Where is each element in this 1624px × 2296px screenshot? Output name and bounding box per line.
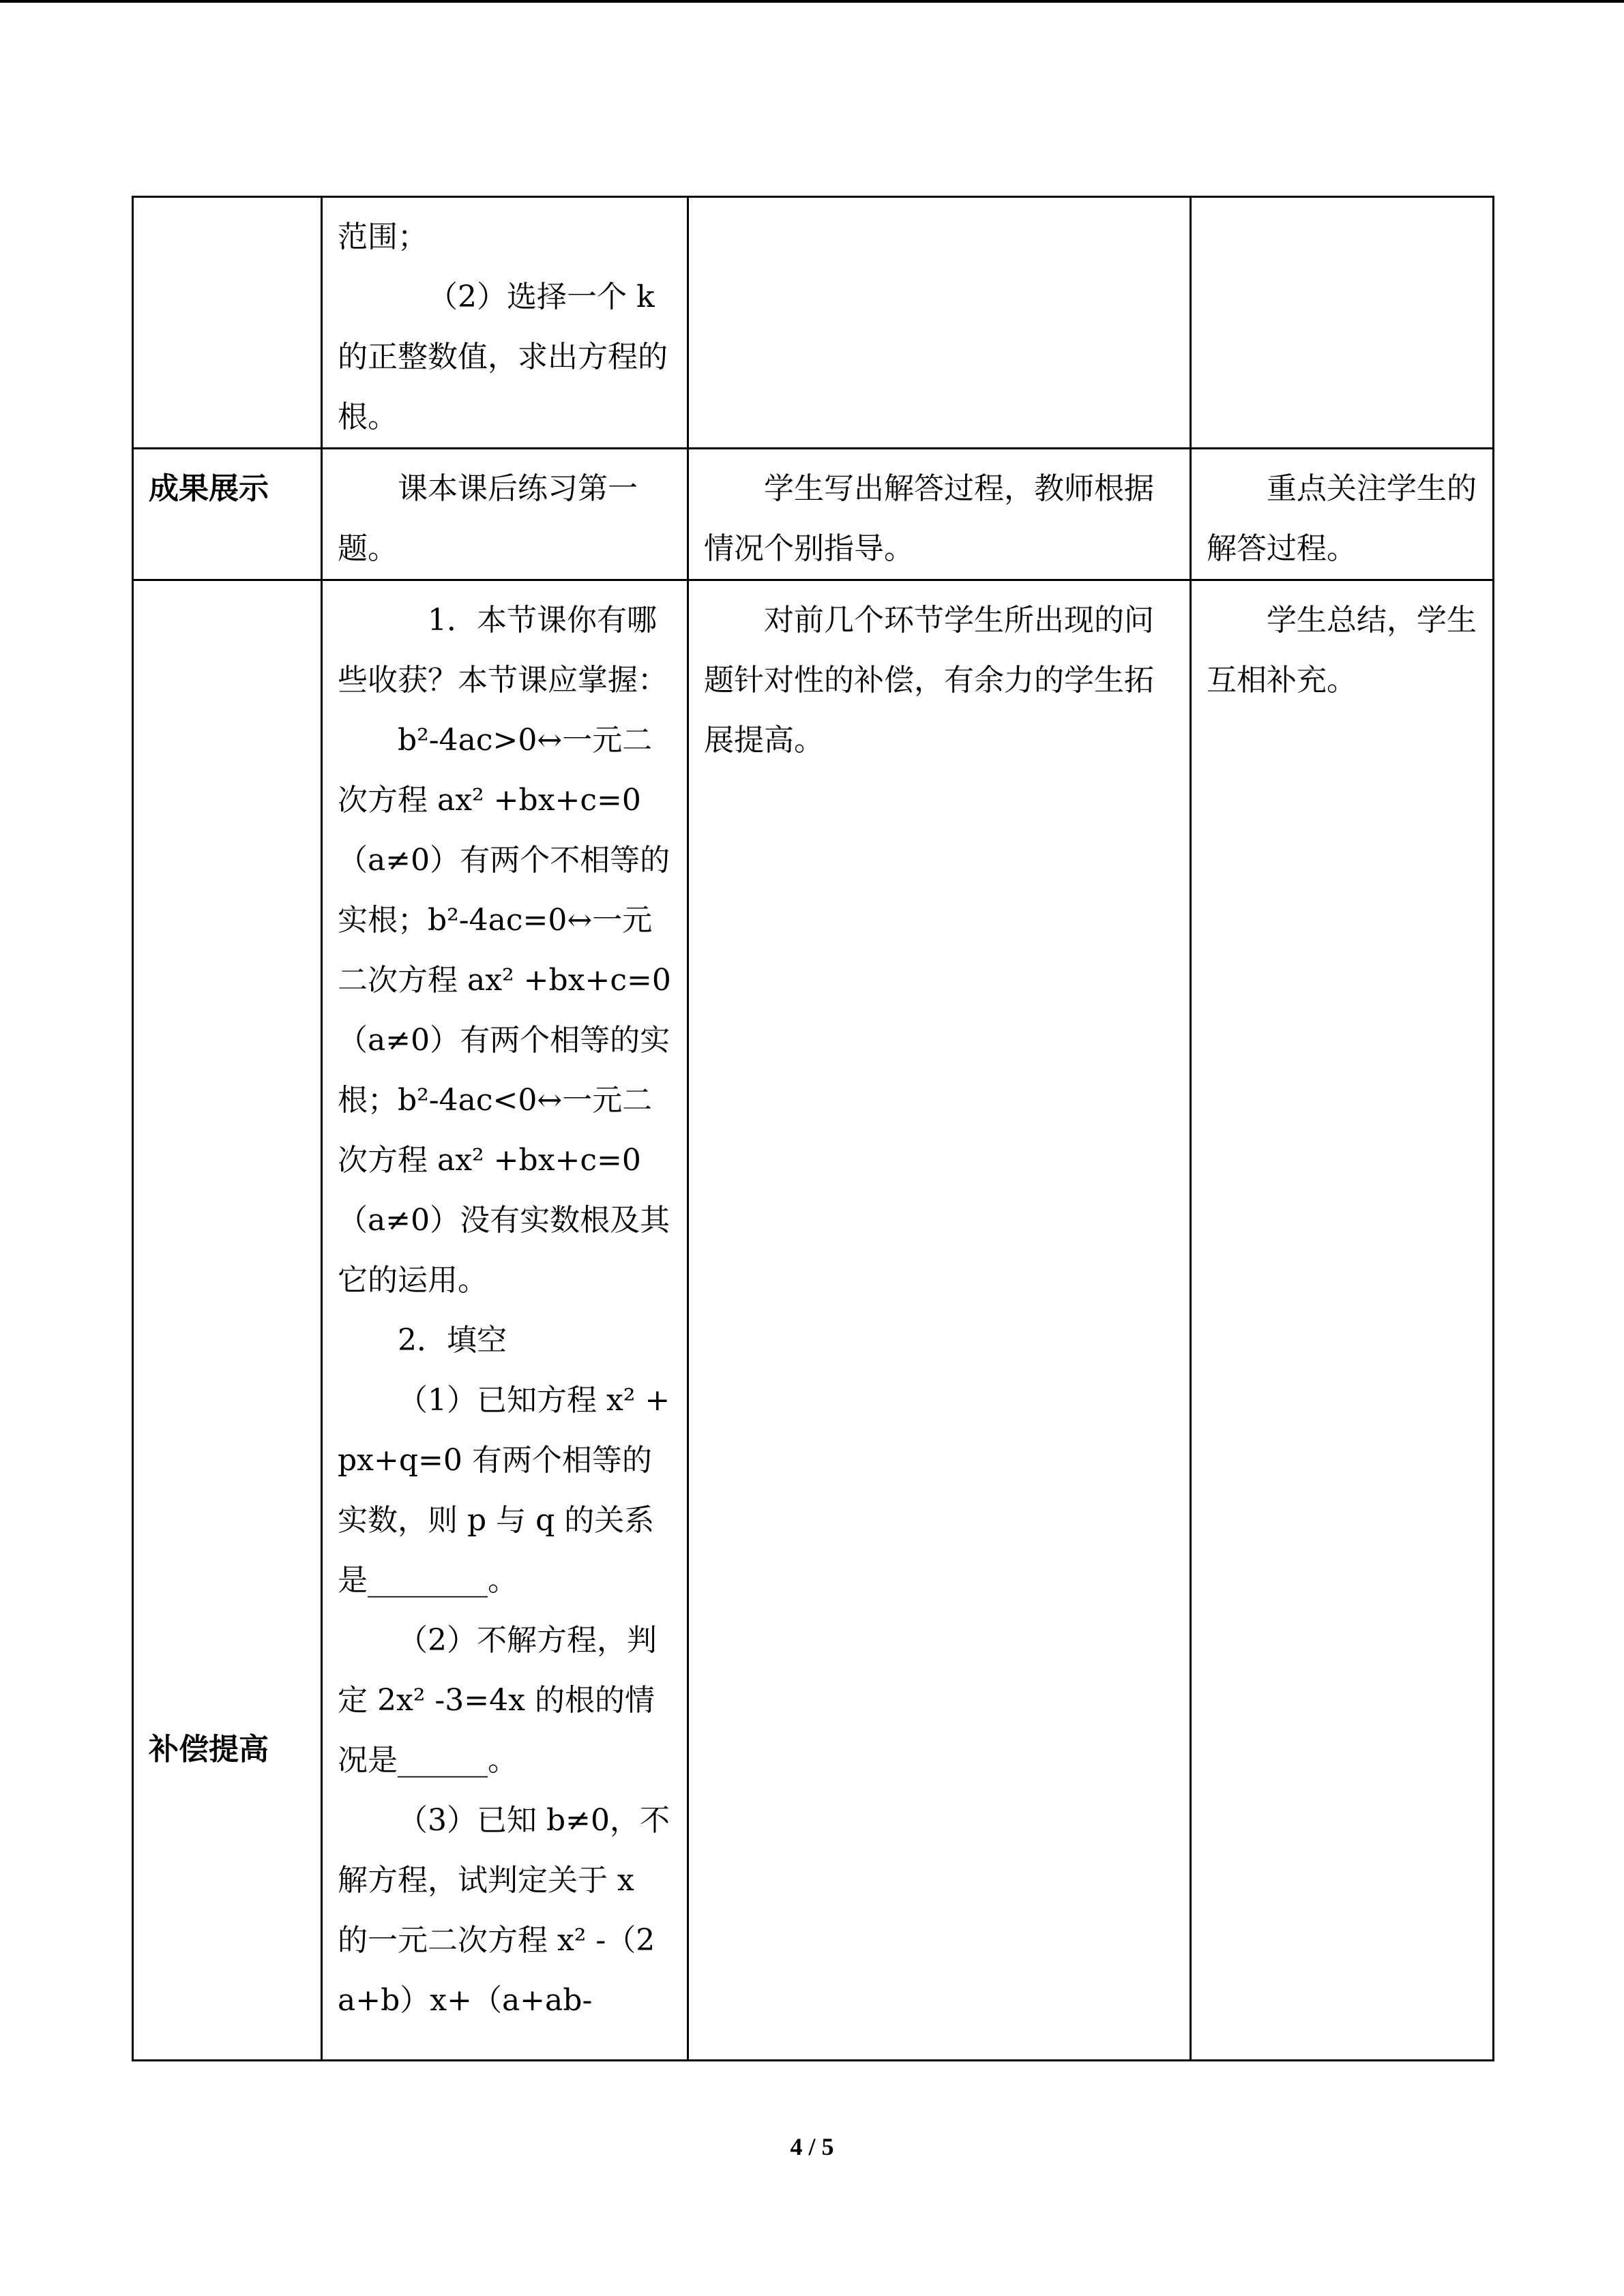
intent-cell [1191,197,1494,449]
content-paragraph: （2）选择一个 k 的正整数值，求出方程的根。 [338,280,668,434]
intent-text: 重点关注学生的解答过程。 [1207,471,1477,566]
content-cell [322,197,688,449]
intent-cell [1191,449,1494,580]
row-label: 成果展示 [133,449,322,580]
table-row [133,197,1494,449]
table-row [133,580,1494,2061]
activity-cell [688,580,1191,2061]
activity-text: 学生写出解答过程，教师根据情况个别指导。 [704,471,1154,566]
table-row [133,449,1494,580]
content-paragraph: （1）已知方程 x² +px+q=0 有两个相等的实数，则 p 与 q 的关系是________。 [338,1383,670,1598]
lesson-plan-table [132,196,1494,2061]
content-paragraph: （2）不解方程，判定 2x² -3=4x 的根的情况是______。 [338,1623,657,1778]
content-cell [322,580,688,2061]
activity-text: 对前几个环节学生所出现的问题针对性的补偿，有余力的学生拓展提高。 [704,603,1154,758]
content-cell [322,449,688,580]
activity-cell [688,449,1191,580]
content-paragraph: 课本课后练习第一题。 [338,471,638,566]
content-paragraph: 1．本节课你有哪些收获？本节课应掌握： [338,603,668,698]
top-border-line [0,0,1624,3]
content-paragraph: （3）已知 b≠0，不解方程，试判定关于 x 的一元二次方程 x² -（2a+b）x+（a+ab- [338,1803,670,2018]
activity-cell [688,197,1191,449]
intent-text: 学生总结，学生互相补充。 [1207,603,1477,698]
row-label [133,197,322,449]
row-label: 补偿提高 [133,580,322,2061]
content-paragraph: 2．填空 [398,1323,507,1358]
content-paragraph: b²-4ac>0↔一元二次方程 ax² +bx+c=0（a≠0）有两个不相等的实根；b²-4ac=0↔一元二次方程 ax² +bx+c=0（a≠0）有两个相等的实根；b²-4ac<0↔一元二次方程 ax² +bx+c=0（a≠0）没有实数根及其它的运用。 [338,723,671,1298]
page-number: 4 / 5 [790,2133,834,2160]
intent-cell [1191,580,1494,2061]
content-paragraph: 范围； [338,220,428,254]
